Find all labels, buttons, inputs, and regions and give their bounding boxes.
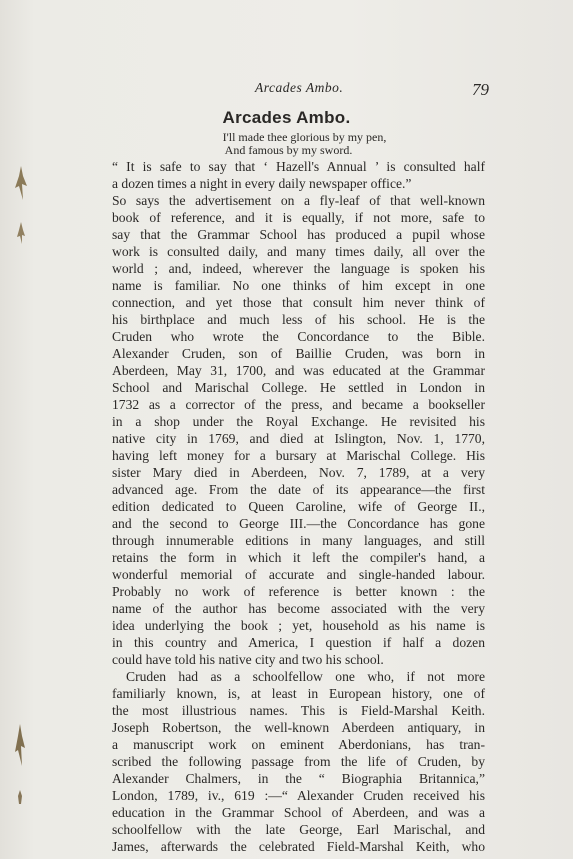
text-line: connection, and yet those that consult him never think of: [112, 295, 485, 310]
epigraph-line: I'll made thee glorious by my pen,: [222, 130, 387, 144]
text-line: in this country and America, I question if half a dozen: [112, 635, 485, 650]
text-line: having left money for a bursary at Marischal College. His: [112, 448, 485, 463]
margin-blot-mark: [14, 166, 28, 200]
text-line: London, 1789, iv., 619 :—“ Alexander Cruden received his: [112, 788, 485, 803]
margin-blot-mark: [16, 222, 26, 244]
running-head: [0, 80, 573, 104]
text-line: in a shop under the Royal Exchange. He revisited his: [112, 414, 485, 429]
epigraph: [0, 131, 573, 157]
running-title: Arcades Ambo.: [255, 80, 344, 95]
text-line: his birthplace and much less of his school. He is the: [112, 312, 485, 327]
text-line: retains the form in which it left the compiler's hand, a: [112, 550, 485, 565]
page-number: 79: [472, 80, 489, 99]
text-line: native city in 1769, and died at Islington, Nov. 1, 1770,: [112, 431, 485, 446]
epigraph-line: And famous by my sword.: [224, 143, 353, 157]
text-line: scribed the following passage from the life of Cruden, by: [112, 754, 485, 769]
text-line: say that the Grammar School has produced a pupil whose: [112, 227, 485, 242]
text-line: a dozen times a night in every daily newspaper office.”: [112, 176, 412, 191]
text-line: edition dedicated to Queen Caroline, wife of George II.,: [112, 499, 485, 514]
text-line: Alexander Chalmers, in the “ Biographia Britannica,”: [112, 771, 485, 786]
text-line: name of the author has become associated with the very: [112, 601, 485, 616]
text-line: “ It is safe to say that ‘ Hazell's Annual ’ is consulted half: [112, 159, 485, 174]
text-line: So says the advertisement on a fly-leaf of that well-known: [112, 193, 485, 208]
margin-blot-mark: [17, 790, 23, 804]
text-line: schoolfellow with the late George, Earl Marischal, and: [112, 822, 485, 837]
text-line: Cruden had as a schoolfellow one who, if not more: [126, 669, 485, 684]
text-line: School and Marischal College. He settled in London in: [112, 380, 485, 395]
text-line: through innumerable editions in many languages, and still: [112, 533, 485, 548]
text-line: familiarly known, is, at least in European history, one of: [112, 686, 485, 701]
text-line: book of reference, and it is equally, if not more, safe to: [112, 210, 485, 225]
text-line: Joseph Robertson, the well-known Aberdeen antiquary, in: [112, 720, 485, 735]
text-line: sister Mary died in Aberdeen, Nov. 7, 1789, at a very: [112, 465, 485, 480]
text-line: James, afterwards the celebrated Field-Marshal Keith, who: [112, 839, 485, 854]
text-line: Alexander Cruden, son of Baillie Cruden, was born in: [112, 346, 485, 361]
text-line: a manuscript work on eminent Aberdonians, has tran-: [112, 737, 485, 752]
text-line: advanced age. From the date of its appearance—the first: [112, 482, 485, 497]
text-line: Aberdeen, May 31, 1700, and was educated at the Grammar: [112, 363, 485, 378]
text-line: Cruden who wrote the Concordance to the Bible.: [112, 329, 485, 344]
margin-blot-mark: [14, 724, 26, 766]
text-line: Probably no work of reference is better known : the: [112, 584, 485, 599]
text-line: 1732 as a corrector of the press, and became a bookseller: [112, 397, 485, 412]
text-line: wonderful memorial of accurate and single-handed labour.: [112, 567, 485, 582]
text-line: the most illustrious names. This is Field-Marshal Keith.: [112, 703, 485, 718]
article-title: Arcades Ambo.: [222, 108, 351, 127]
text-line: idea underlying the book ; yet, household as his name is: [112, 618, 485, 633]
text-line: name is familiar. No one thinks of him except in one: [112, 278, 485, 293]
text-line: world ; and, indeed, wherever the language is spoken his: [112, 261, 485, 276]
text-line: could have told his native city and two his school.: [112, 652, 384, 667]
text-line: and the second to George III.—the Concordance has gone: [112, 516, 485, 531]
text-line: education in the Grammar School of Aberdeen, and was a: [112, 805, 485, 820]
article-body: [112, 158, 485, 855]
text-line: work is consulted daily, and many times daily, all over the: [112, 244, 485, 259]
